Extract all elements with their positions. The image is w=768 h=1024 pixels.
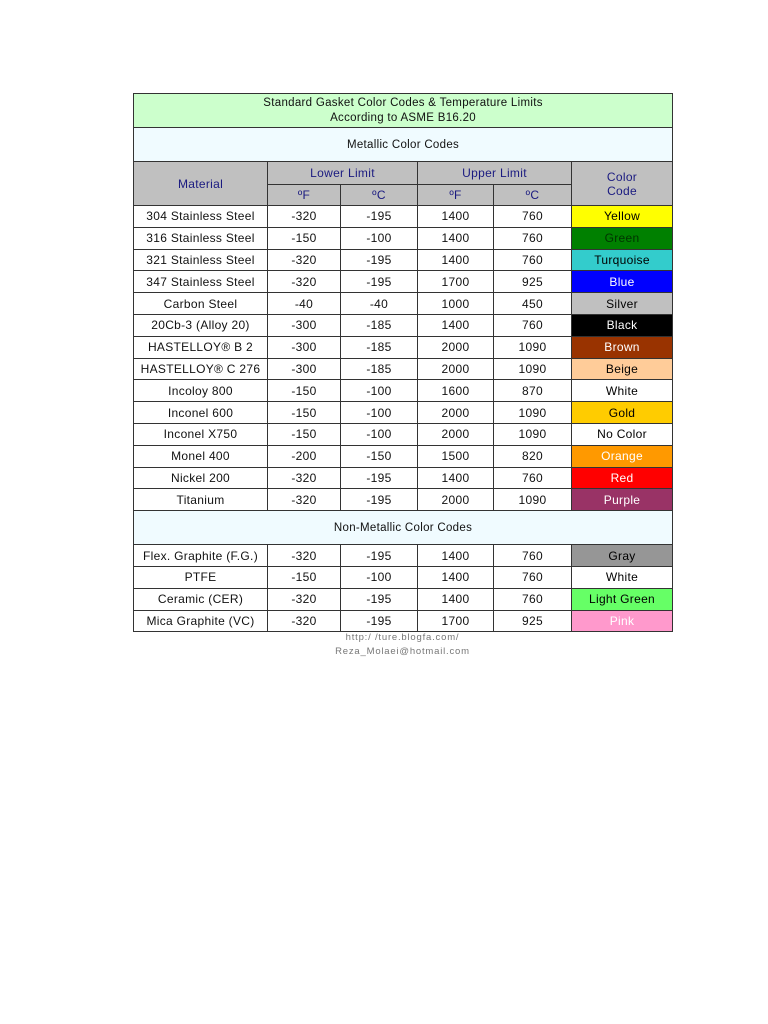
upper-c-cell: 760: [494, 206, 572, 228]
upper-c-cell: 760: [494, 227, 572, 249]
lower-f-cell: -320: [268, 588, 341, 610]
table-row: [134, 227, 673, 249]
table-row: [134, 445, 673, 467]
upper-c-cell: 870: [494, 380, 572, 402]
upper-f-cell: 1500: [418, 445, 494, 467]
upper-f-cell: 1400: [418, 588, 494, 610]
color-code-cell: Gray: [572, 545, 673, 567]
upper-f-cell: 1400: [418, 545, 494, 567]
table-row: [134, 588, 673, 610]
lower-c-cell: -100: [341, 402, 418, 424]
upper-f-header: ºF: [418, 185, 494, 206]
color-code-cell: Brown: [572, 336, 673, 358]
material-cell: Titanium: [134, 489, 268, 511]
upper-c-cell: 1090: [494, 423, 572, 445]
lower-c-header: ºC: [341, 185, 418, 206]
upper-f-cell: 1400: [418, 249, 494, 271]
upper-c-cell: 925: [494, 271, 572, 293]
lower-c-cell: -195: [341, 206, 418, 228]
lower-c-cell: -195: [341, 489, 418, 511]
color-code-cell: Green: [572, 227, 673, 249]
table-row: [134, 249, 673, 271]
lower-c-cell: -100: [341, 380, 418, 402]
lower-c-cell: -195: [341, 271, 418, 293]
table-row: [134, 380, 673, 402]
lower-f-cell: -150: [268, 402, 341, 424]
color-code-cell: Turquoise: [572, 249, 673, 271]
table-row: [134, 610, 673, 632]
lower-f-header: ºF: [268, 185, 341, 206]
table-row: [134, 271, 673, 293]
metallic-section-heading: Metallic Color Codes: [134, 128, 673, 162]
color-code-cell: Red: [572, 467, 673, 489]
upper-c-cell: 820: [494, 445, 572, 467]
lower-f-cell: -300: [268, 314, 341, 336]
lower-c-cell: -185: [341, 358, 418, 380]
upper-c-cell: 760: [494, 545, 572, 567]
title-line-1: Standard Gasket Color Codes & Temperature Limits: [263, 96, 543, 109]
nonmetallic-heading-row: [134, 511, 673, 545]
material-cell: 316 Stainless Steel: [134, 227, 268, 249]
lower-f-cell: -320: [268, 206, 341, 228]
gasket-color-table: [133, 93, 673, 632]
upper-f-cell: 1400: [418, 467, 494, 489]
table-row: [134, 545, 673, 567]
color-code-header-line-1: Color: [606, 169, 638, 184]
material-cell: HASTELLOY® B 2: [134, 336, 268, 358]
upper-c-cell: 760: [494, 249, 572, 271]
upper-c-cell: 925: [494, 610, 572, 632]
lower-c-cell: -195: [341, 610, 418, 632]
table-row: [134, 423, 673, 445]
upper-c-cell: 1090: [494, 402, 572, 424]
lower-f-cell: -320: [268, 249, 341, 271]
upper-limit-header: Upper Limit: [418, 162, 572, 185]
upper-c-cell: 760: [494, 314, 572, 336]
nonmetallic-section-heading: Non-Metallic Color Codes: [134, 511, 673, 545]
table-row: [134, 293, 673, 315]
lower-c-cell: -150: [341, 445, 418, 467]
upper-f-cell: 1700: [418, 610, 494, 632]
lower-c-cell: -195: [341, 249, 418, 271]
lower-f-cell: -200: [268, 445, 341, 467]
lower-limit-header: Lower Limit: [268, 162, 418, 185]
upper-c-cell: 760: [494, 588, 572, 610]
title-line-2: According to ASME B16.20: [330, 111, 476, 124]
upper-c-cell: 450: [494, 293, 572, 315]
table-row: [134, 206, 673, 228]
lower-f-cell: -320: [268, 467, 341, 489]
table-row: [134, 402, 673, 424]
table-row: [134, 566, 673, 588]
material-cell: Incoloy 800: [134, 380, 268, 402]
color-code-cell: Pink: [572, 610, 673, 632]
material-cell: Mica Graphite (VC): [134, 610, 268, 632]
upper-f-cell: 2000: [418, 423, 494, 445]
lower-f-cell: -300: [268, 336, 341, 358]
upper-f-cell: 2000: [418, 358, 494, 380]
color-code-cell: Light Green: [572, 588, 673, 610]
material-cell: 304 Stainless Steel: [134, 206, 268, 228]
lower-f-cell: -300: [268, 358, 341, 380]
lower-f-cell: -40: [268, 293, 341, 315]
header-row-1: [134, 162, 673, 185]
upper-c-cell: 1090: [494, 489, 572, 511]
material-cell: Nickel 200: [134, 467, 268, 489]
upper-c-header: ºC: [494, 185, 572, 206]
color-code-cell: Silver: [572, 293, 673, 315]
material-cell: 20Cb-3 (Alloy 20): [134, 314, 268, 336]
lower-c-cell: -100: [341, 566, 418, 588]
color-code-cell: Yellow: [572, 206, 673, 228]
footer-url: http:/ /ture.blogfa.com/: [345, 632, 460, 643]
lower-c-cell: -100: [341, 423, 418, 445]
upper-f-cell: 2000: [418, 402, 494, 424]
color-code-cell: White: [572, 566, 673, 588]
upper-f-cell: 1400: [418, 314, 494, 336]
material-cell: HASTELLOY® C 276: [134, 358, 268, 380]
color-code-cell: Purple: [572, 489, 673, 511]
table-row: [134, 489, 673, 511]
table-row: [134, 314, 673, 336]
lower-f-cell: -320: [268, 271, 341, 293]
lower-c-cell: -185: [341, 314, 418, 336]
lower-f-cell: -150: [268, 227, 341, 249]
table-row: [134, 358, 673, 380]
footer-email: Reza_Molaei@hotmail.com: [335, 646, 470, 657]
lower-f-cell: -150: [268, 423, 341, 445]
upper-c-cell: 1090: [494, 336, 572, 358]
material-header: Material: [134, 162, 268, 206]
lower-c-cell: -195: [341, 467, 418, 489]
material-cell: Ceramic (CER): [134, 588, 268, 610]
color-code-cell: White: [572, 380, 673, 402]
upper-f-cell: 2000: [418, 489, 494, 511]
upper-f-cell: 1400: [418, 566, 494, 588]
upper-f-cell: 1400: [418, 206, 494, 228]
color-code-cell: No Color: [572, 423, 673, 445]
lower-c-cell: -40: [341, 293, 418, 315]
upper-c-cell: 1090: [494, 358, 572, 380]
table-title: [134, 94, 673, 128]
upper-c-cell: 760: [494, 467, 572, 489]
lower-c-cell: -195: [341, 588, 418, 610]
material-cell: PTFE: [134, 566, 268, 588]
table-row: [134, 336, 673, 358]
lower-c-cell: -100: [341, 227, 418, 249]
color-code-cell: Orange: [572, 445, 673, 467]
material-cell: Monel 400: [134, 445, 268, 467]
upper-f-cell: 1600: [418, 380, 494, 402]
lower-f-cell: -320: [268, 545, 341, 567]
title-row: [134, 94, 673, 128]
table-row: [134, 467, 673, 489]
color-code-cell: Black: [572, 314, 673, 336]
lower-f-cell: -150: [268, 380, 341, 402]
metallic-heading-row: [134, 128, 673, 162]
lower-f-cell: -150: [268, 566, 341, 588]
color-code-header: [572, 162, 673, 206]
upper-c-cell: 760: [494, 566, 572, 588]
lower-c-cell: -195: [341, 545, 418, 567]
lower-c-cell: -185: [341, 336, 418, 358]
material-cell: Inconel 600: [134, 402, 268, 424]
material-cell: Carbon Steel: [134, 293, 268, 315]
material-cell: Flex. Graphite (F.G.): [134, 545, 268, 567]
color-code-cell: Gold: [572, 402, 673, 424]
lower-f-cell: -320: [268, 610, 341, 632]
material-cell: Inconel X750: [134, 423, 268, 445]
color-code-cell: Blue: [572, 271, 673, 293]
material-cell: 321 Stainless Steel: [134, 249, 268, 271]
upper-f-cell: 2000: [418, 336, 494, 358]
lower-f-cell: -320: [268, 489, 341, 511]
color-code-cell: Beige: [572, 358, 673, 380]
color-code-header-line-2: Code: [607, 183, 637, 198]
upper-f-cell: 1700: [418, 271, 494, 293]
material-cell: 347 Stainless Steel: [134, 271, 268, 293]
upper-f-cell: 1000: [418, 293, 494, 315]
upper-f-cell: 1400: [418, 227, 494, 249]
